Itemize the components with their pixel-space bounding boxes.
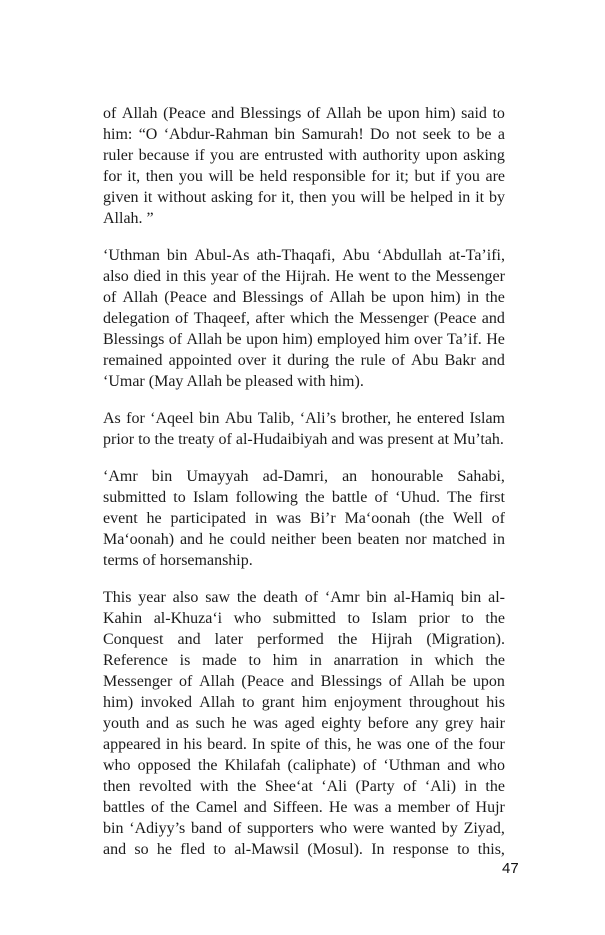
text-line: event he participated in was Bi’r Ma‘oonah (the Well of <box>103 510 505 527</box>
text-line: ‘Uthman bin Abul-As ath-Thaqafi, Abu ‘Abdullah at-Ta’ifi, <box>103 247 505 264</box>
text-line: given it without asking for it, then you will be helped in it by <box>103 189 505 206</box>
paragraph <box>103 408 505 450</box>
text-line: This year also saw the death of ‘Amr bin al-Hamiq bin al- <box>103 589 505 606</box>
paragraph <box>103 587 505 860</box>
text-line: remained appointed over it during the rule of Abu Bakr and <box>103 352 505 369</box>
text-line: bin ‘Adiyy’s band of supporters who were wanted by Ziyad, <box>103 820 505 837</box>
text-line: Ma‘oonah) and he could neither been beaten nor matched in <box>103 531 505 548</box>
text-line: As for ‘Aqeel bin Abu Talib, ‘Ali’s brother, he entered Islam <box>103 410 505 427</box>
text-line: ‘Amr bin Umayyah ad-Damri, an honourable Sahabi, <box>103 468 505 485</box>
text-line: of Allah (Peace and Blessings of Allah be upon him) said to <box>103 105 505 122</box>
page-text <box>103 103 505 876</box>
text-line: Conquest and later performed the Hijrah (Migration). <box>103 631 505 648</box>
text-line: youth and as such he was aged eighty before any grey hair <box>103 715 505 732</box>
text-line: and so he fled to al-Mawsil (Mosul). In response to this, <box>103 841 505 858</box>
text-line: of Allah (Peace and Blessings of Allah be upon him) in the <box>103 289 505 306</box>
text-line: Allah. ” <box>103 210 154 227</box>
text-line: prior to the treaty of al-Hudaibiyah and was present at Mu’tah. <box>103 431 504 448</box>
paragraph <box>103 245 505 392</box>
text-line: ‘Umar (May Allah be pleased with him). <box>103 373 364 390</box>
text-line: for it, then you will be held responsible for it; but if you are <box>103 168 505 185</box>
paragraph <box>103 466 505 571</box>
text-line: appeared in his beard. In spite of this, he was one of the four <box>103 736 505 753</box>
text-line: him: “O ‘Abdur-Rahman bin Samurah! Do not seek to be a <box>103 126 505 143</box>
text-line: submitted to Islam following the battle of ‘Uhud. The first <box>103 489 505 506</box>
paragraph <box>103 103 505 229</box>
page-number: 47 <box>502 860 519 877</box>
text-line: also died in this year of the Hijrah. He went to the Messenger <box>103 268 505 285</box>
text-line: delegation of Thaqeef, after which the Messenger (Peace and <box>103 310 505 327</box>
text-line: him) invoked Allah to grant him enjoyment throughout his <box>103 694 505 711</box>
text-line: then revolted with the Shee‘at ‘Ali (Party of ‘Ali) in the <box>103 778 505 795</box>
text-line: who opposed the Khilafah (caliphate) of ‘Uthman and who <box>103 757 505 774</box>
text-line: Kahin al-Khuza‘i who submitted to Islam prior to the <box>103 610 505 627</box>
text-line: battles of the Camel and Siffeen. He was a member of Hujr <box>103 799 505 816</box>
text-line: Blessings of Allah be upon him) employed him over Ta’if. He <box>103 331 505 348</box>
text-line: Reference is made to him in anarration in which the <box>103 652 505 669</box>
text-line: Messenger of Allah (Peace and Blessings of Allah be upon <box>103 673 505 690</box>
text-line: ruler because if you are entrusted with authority upon asking <box>103 147 505 164</box>
text-line: terms of horsemanship. <box>103 552 253 569</box>
